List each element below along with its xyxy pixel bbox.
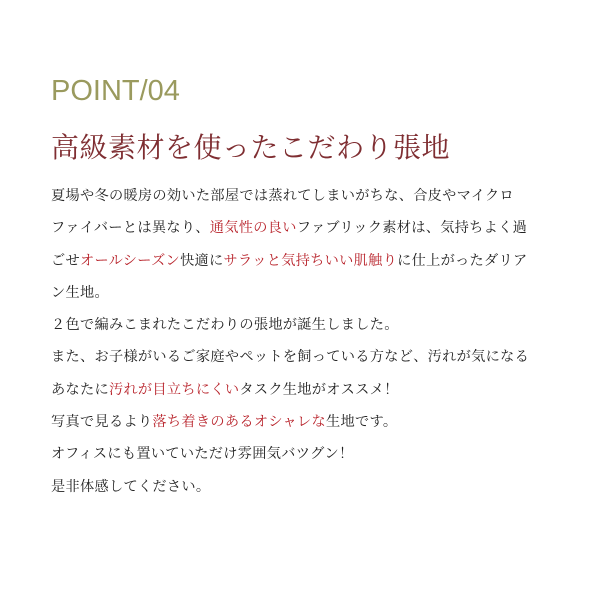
body-line: [51, 180, 571, 212]
body-text-segment: ファブリック素材は、気持ちよく過: [296, 220, 528, 237]
body-text-segment: 是非体感してください。: [51, 478, 211, 495]
body-line: [51, 341, 571, 373]
body-line: [51, 309, 571, 341]
highlighted-text: オールシーズン: [79, 252, 181, 269]
headline: 高級素材を使ったこだわり張地: [51, 131, 451, 164]
body-text-segment: 快適に: [180, 252, 224, 269]
body-text-segment: オフィスにも置いていただけ雰囲気バツグン！: [51, 446, 354, 463]
body-line: [51, 212, 571, 244]
body-line: [51, 406, 571, 438]
body-text-segment: 夏場や冬の暖房の効いた部屋では蒸れてしまいがちな、合皮やマイクロ: [51, 188, 515, 204]
body-text-segment: 写真で見るより: [51, 414, 153, 431]
body-text-segment: に仕上がったダリア: [397, 252, 528, 269]
description-text: [51, 180, 571, 503]
point-label: POINT/04: [51, 75, 180, 107]
body-line: [51, 374, 571, 406]
highlighted-text: サラッと気持ちいい肌触り: [223, 252, 398, 269]
body-text-segment: あなたに: [51, 381, 109, 398]
body-line: [51, 277, 571, 309]
body-text-segment: また、お子様がいるご家庭やペットを飼っている方など、汚れが気になる: [51, 349, 530, 366]
highlighted-text: 落ち着きのあるオシャレな: [152, 414, 326, 431]
body-text-segment: ごせ: [51, 252, 80, 269]
highlighted-text: 通気性の良い: [209, 220, 297, 237]
body-text-segment: 生地です。: [326, 414, 398, 431]
body-text-segment: ン生地。: [51, 284, 109, 301]
body-line: [51, 438, 571, 470]
body-text-segment: ２色で編みこまれたこだわりの張地が誕生しました。: [51, 317, 399, 334]
body-text-segment: ファイバーとは異なり、: [51, 220, 210, 237]
body-text-segment: タスク生地がオススメ！: [239, 381, 399, 398]
body-line: [51, 245, 571, 277]
body-line: [51, 471, 571, 503]
highlighted-text: 汚れが目立ちにくい: [108, 381, 240, 398]
